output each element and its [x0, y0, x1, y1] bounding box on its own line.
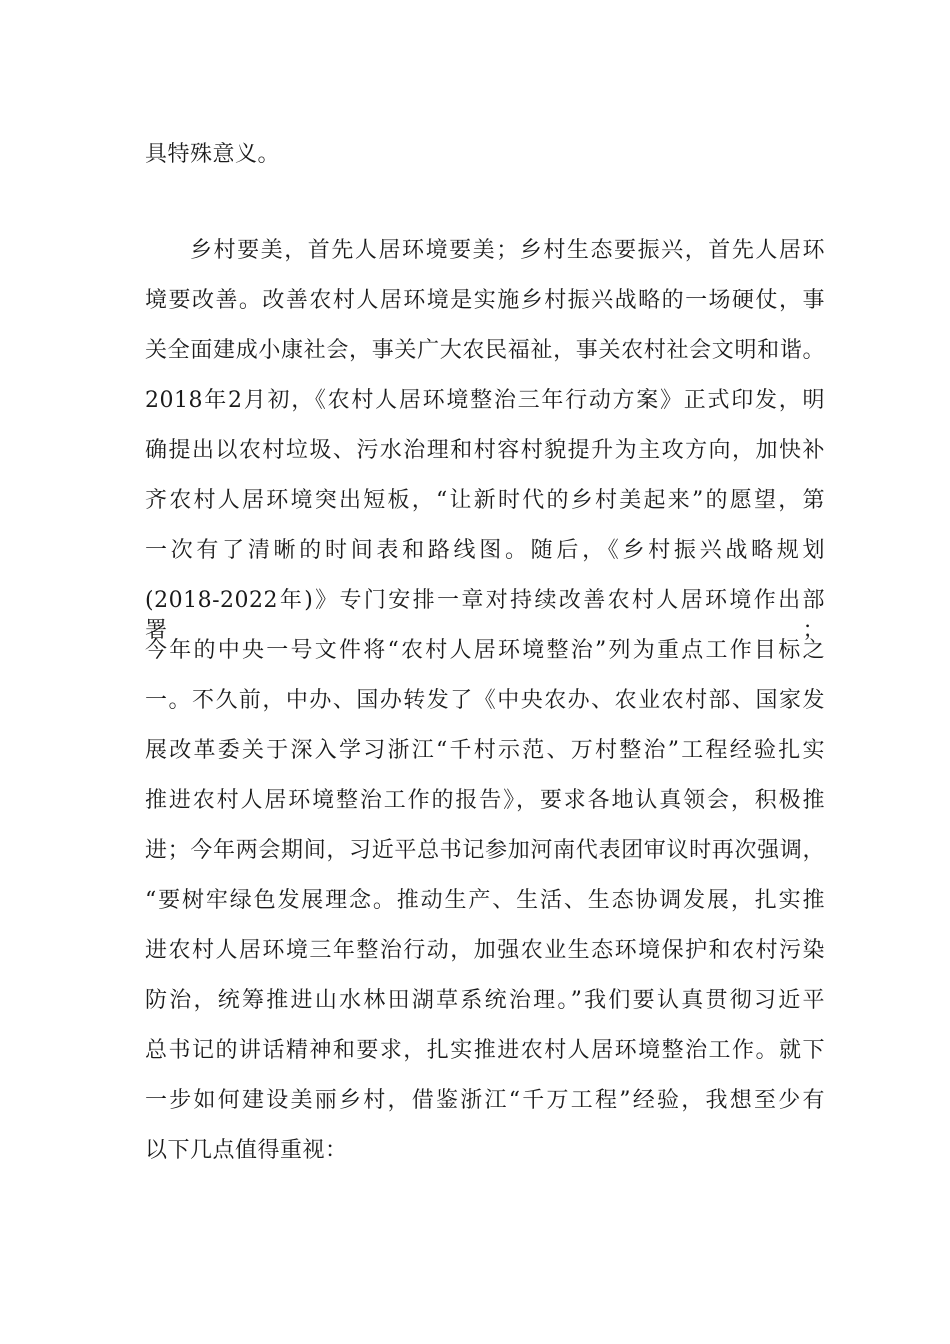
paragraph-2-line-14: “要树牢绿色发展理念。推动生产、生活、生态协调发展，扎实推 — [145, 888, 825, 913]
paragraph-2-line-2: 境要改善。改善农村人居环境是实施乡村振兴战略的一场硬仗，事 — [145, 288, 825, 313]
paragraph-2-line-8: (2018-2022年)》专门安排一章对持续改善农村人居环境作出部署； — [145, 588, 825, 643]
paragraph-2-line-11: 展改革委关于深入学习浙江“千村示范、万村整治”工程经验扎实 — [145, 738, 825, 763]
paragraph-2-line-9: 今年的中央一号文件将“农村人居环境整治”列为重点工作目标之 — [145, 638, 825, 663]
paragraph-2-line-7: 一次有了清晰的时间表和路线图。随后，《乡村振兴战略规划 — [145, 538, 825, 563]
paragraph-2-line-6: 齐农村人居环境突出短板，“让新时代的乡村美起来”的愿望，第 — [145, 488, 825, 513]
paragraph-2-line-19: 以下几点值得重视： — [145, 1138, 348, 1163]
paragraph-2-line-17: 总书记的讲话精神和要求，扎实推进农村人居环境整治工作。就下 — [145, 1038, 825, 1063]
paragraph-2-line-1: 乡村要美，首先人居环境要美；乡村生态要振兴，首先人居环 — [190, 238, 825, 263]
paragraph-2-line-15: 进农村人居环境三年整治行动，加强农业生态环境保护和农村污染 — [145, 938, 825, 963]
paragraph-2-line-10: 一。不久前，中办、国办转发了《中央农办、农业农村部、国家发 — [145, 688, 825, 713]
paragraph-1-line-1: 具特殊意义。 — [145, 142, 281, 167]
paragraph-2-line-4: 2018年2月初，《农村人居环境整治三年行动方案》正式印发，明 — [145, 388, 825, 413]
paragraph-2-line-12: 推进农村人居环境整治工作的报告》，要求各地认真领会，积极推 — [145, 788, 825, 813]
paragraph-2-line-5: 确提出以农村垃圾、污水治理和村容村貌提升为主攻方向，加快补 — [145, 438, 825, 463]
paragraph-2-line-18: 一步如何建设美丽乡村，借鉴浙江“千万工程”经验，我想至少有 — [145, 1088, 825, 1113]
paragraph-2-line-16: 防治，统筹推进山水林田湖草系统治理。”我们要认真贯彻习近平 — [145, 988, 825, 1013]
paragraph-2-line-13: 进；今年两会期间，习近平总书记参加河南代表团审议时再次强调， — [145, 838, 825, 863]
paragraph-2-line-3: 关全面建成小康社会，事关广大农民福祉，事关农村社会文明和谐。 — [145, 338, 825, 363]
